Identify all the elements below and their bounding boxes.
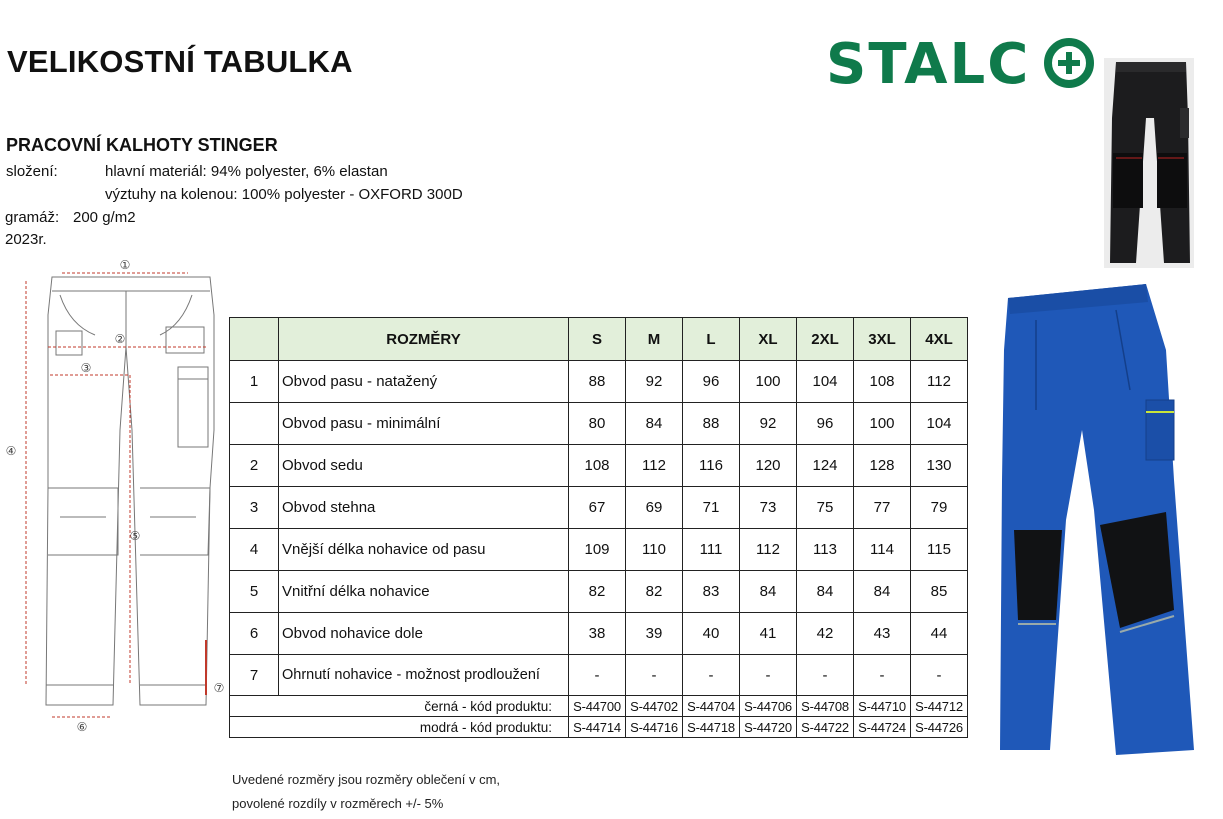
table-cell: 77 (854, 487, 911, 529)
table-cell: - (569, 655, 626, 696)
product-code-row (230, 696, 968, 717)
product-code: S-44718 (683, 717, 740, 738)
table-cell: 111 (683, 529, 740, 571)
marker-2: ② (114, 332, 126, 346)
table-cell: 115 (911, 529, 968, 571)
table-cell: 108 (854, 361, 911, 403)
table-cell: 44 (911, 613, 968, 655)
gsm-value: 200 g/m2 (73, 209, 136, 226)
row-number: 2 (230, 445, 279, 487)
product-code-label: modrá - kód produktu: (230, 717, 569, 738)
size-header: 4XL (911, 318, 968, 361)
table-cell: 43 (854, 613, 911, 655)
table-cell: 120 (740, 445, 797, 487)
row-number (230, 403, 279, 445)
table-cell: 88 (683, 403, 740, 445)
table-cell: 84 (797, 571, 854, 613)
table-cell: 110 (626, 529, 683, 571)
table-cell: 128 (854, 445, 911, 487)
row-number: 6 (230, 613, 279, 655)
table-cell: 82 (626, 571, 683, 613)
table-cell: 80 (569, 403, 626, 445)
table-cell: 84 (740, 571, 797, 613)
table-cell: 112 (740, 529, 797, 571)
size-header: 3XL (854, 318, 911, 361)
table-cell: - (854, 655, 911, 696)
marker-5: ⑤ (129, 529, 141, 543)
table-cell: 41 (740, 613, 797, 655)
table-cell: 100 (740, 361, 797, 403)
marker-1: ① (119, 258, 131, 272)
table-cell: 84 (626, 403, 683, 445)
table-cell: 83 (683, 571, 740, 613)
table-cell: 84 (854, 571, 911, 613)
product-code: S-44714 (569, 717, 626, 738)
header-empty-cell (230, 318, 279, 361)
table-cell: 79 (911, 487, 968, 529)
table-cell: 39 (626, 613, 683, 655)
row-label: Vnitřní délka nohavice (279, 571, 569, 613)
table-cell: 71 (683, 487, 740, 529)
composition-main: hlavní materiál: 94% polyester, 6% elastan (105, 163, 388, 180)
marker-6: ⑥ (76, 720, 88, 734)
table-row (230, 613, 968, 655)
row-number: 5 (230, 571, 279, 613)
size-header: S (569, 318, 626, 361)
product-code: S-44702 (626, 696, 683, 717)
table-cell: - (740, 655, 797, 696)
row-number: 3 (230, 487, 279, 529)
table-cell: - (683, 655, 740, 696)
table-cell: 85 (911, 571, 968, 613)
marker-7: ⑦ (213, 681, 225, 695)
product-code: S-44710 (854, 696, 911, 717)
table-cell: 104 (797, 361, 854, 403)
product-code-label: černá - kód produktu: (230, 696, 569, 717)
product-code: S-44722 (797, 717, 854, 738)
table-cell: 116 (683, 445, 740, 487)
table-cell: 113 (797, 529, 854, 571)
row-label: Vnější délka nohavice od pasu (279, 529, 569, 571)
table-cell: 104 (911, 403, 968, 445)
table-cell: 108 (569, 445, 626, 487)
header-label: ROZMĚRY (279, 318, 569, 361)
table-cell: - (626, 655, 683, 696)
size-header: 2XL (797, 318, 854, 361)
size-header: L (683, 318, 740, 361)
note-measurements: Uvedené rozměry jsou rozměry oblečení v cm, (232, 772, 501, 787)
table-cell: 40 (683, 613, 740, 655)
brand-logo (826, 32, 1096, 92)
table-cell: 38 (569, 613, 626, 655)
row-number: 1 (230, 361, 279, 403)
table-cell: 96 (797, 403, 854, 445)
table-cell: 100 (854, 403, 911, 445)
table-row (230, 445, 968, 487)
table-cell: 109 (569, 529, 626, 571)
table-cell: 112 (911, 361, 968, 403)
composition-label: složení: (6, 163, 58, 180)
row-label: Ohrnutí nohavice - možnost prodloužení (279, 655, 569, 696)
table-cell: 69 (626, 487, 683, 529)
table-cell: 114 (854, 529, 911, 571)
black-pants-photo (1104, 58, 1194, 268)
plus-circle-icon (1048, 42, 1090, 84)
note-tolerance: povolené rozdíly v rozměrech +/- 5% (232, 796, 444, 811)
table-cell: 73 (740, 487, 797, 529)
table-cell: 75 (797, 487, 854, 529)
gsm-label: gramáž: (5, 209, 60, 226)
row-label: Obvod pasu - minimální (279, 403, 569, 445)
year: 2023r. (5, 231, 47, 248)
product-code: S-44706 (740, 696, 797, 717)
pants-technical-drawing (0, 255, 230, 740)
page-title: VELIKOSTNÍ TABULKA (7, 44, 353, 79)
table-row (230, 403, 968, 445)
table-cell: 92 (740, 403, 797, 445)
product-code: S-44704 (683, 696, 740, 717)
product-code: S-44708 (797, 696, 854, 717)
table-cell: 112 (626, 445, 683, 487)
product-code: S-44724 (854, 717, 911, 738)
table-cell: 88 (569, 361, 626, 403)
row-label: Obvod sedu (279, 445, 569, 487)
table-cell: 96 (683, 361, 740, 403)
table-cell: - (797, 655, 854, 696)
table-row (230, 529, 968, 571)
product-code: S-44700 (569, 696, 626, 717)
row-number: 4 (230, 529, 279, 571)
product-code: S-44716 (626, 717, 683, 738)
table-cell: 92 (626, 361, 683, 403)
row-label: Obvod nohavice dole (279, 613, 569, 655)
product-name: PRACOVNÍ KALHOTY STINGER (6, 135, 278, 155)
table-row (230, 655, 968, 696)
table-cell: - (911, 655, 968, 696)
table-cell: 124 (797, 445, 854, 487)
table-cell: 82 (569, 571, 626, 613)
product-code-row (230, 717, 968, 738)
marker-4: ④ (5, 444, 17, 458)
product-code: S-44720 (740, 717, 797, 738)
brand-name: STALC (826, 32, 1031, 92)
size-header: XL (740, 318, 797, 361)
table-header-row (230, 318, 968, 361)
composition-knee: výztuhy na kolenou: 100% polyester - OXFORD 300D (105, 186, 463, 203)
table-cell: 67 (569, 487, 626, 529)
table-row (230, 571, 968, 613)
product-code: S-44726 (911, 717, 968, 738)
product-code: S-44712 (911, 696, 968, 717)
blue-pants-photo (996, 280, 1201, 760)
table-row (230, 487, 968, 529)
row-number: 7 (230, 655, 279, 696)
row-label: Obvod pasu - natažený (279, 361, 569, 403)
size-table (229, 317, 968, 738)
table-cell: 42 (797, 613, 854, 655)
size-header: M (626, 318, 683, 361)
marker-3: ③ (80, 361, 92, 375)
row-label: Obvod stehna (279, 487, 569, 529)
table-cell: 130 (911, 445, 968, 487)
table-row (230, 361, 968, 403)
